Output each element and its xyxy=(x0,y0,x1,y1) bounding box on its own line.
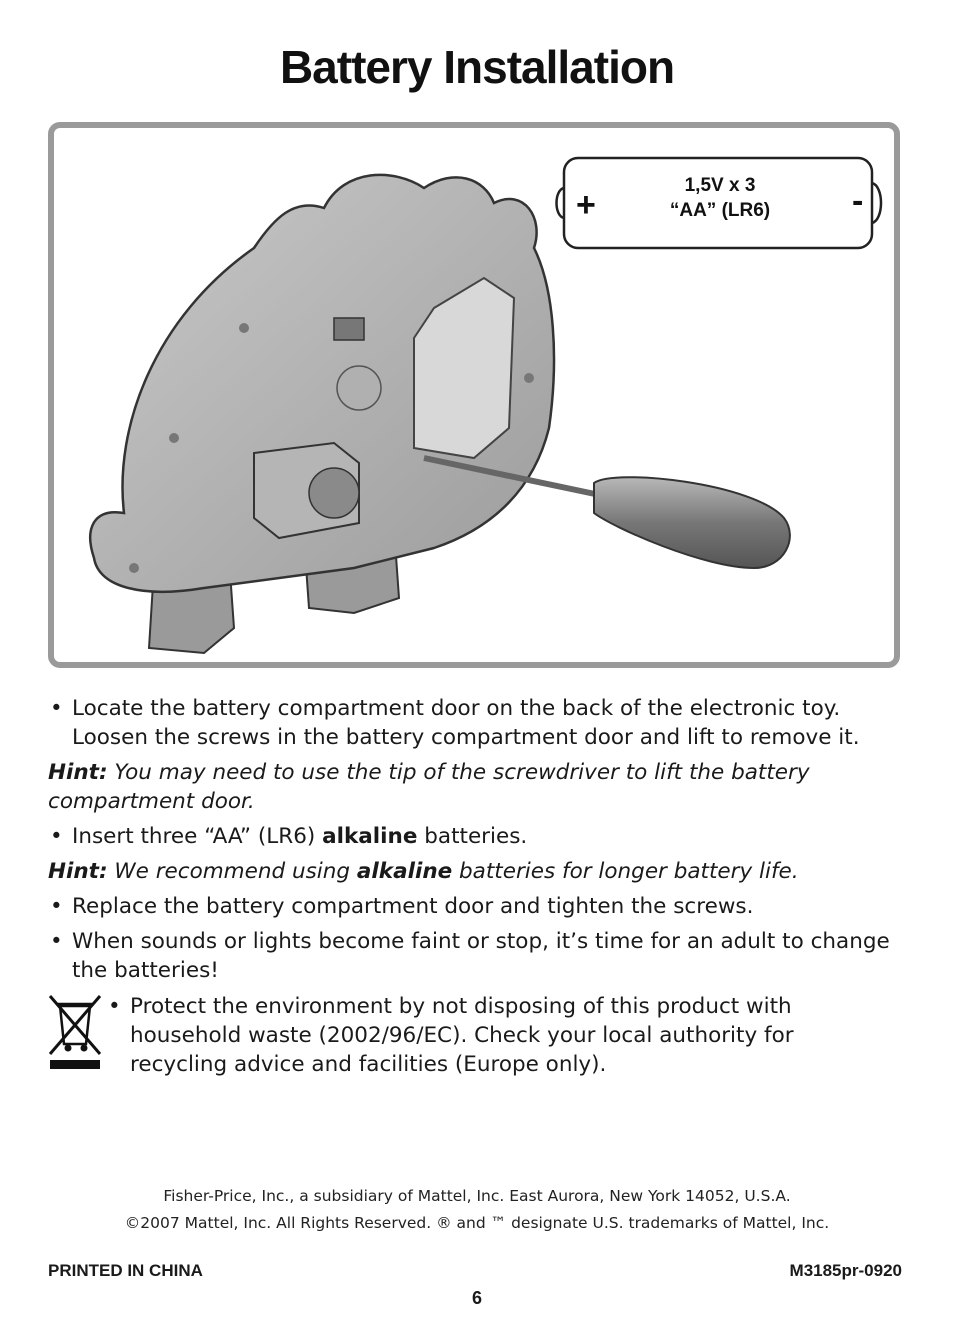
battery-terminal-negative xyxy=(872,183,881,223)
hint-lift-door xyxy=(48,758,898,816)
company-address: Fisher-Price, Inc., a subsidiary of Mattel, Inc. East Aurora, New York 14052, U.S.A. xyxy=(163,1187,791,1205)
instructions xyxy=(48,694,898,991)
hint-label: Hint: xyxy=(48,859,108,884)
hint-text: batteries for longer battery life. xyxy=(452,859,799,884)
battery-spec-voltage: 1,5V x 3 xyxy=(684,175,756,196)
legal-notes xyxy=(0,1183,954,1237)
page-title: Battery Installation xyxy=(279,41,675,93)
instruction-recycling: • Protect the environment by not disposing of this product with household waste (2002/96/EC). Check your local authority for recycling advice and facilities (Europe only). xyxy=(106,992,890,1079)
printed-in-label: PRINTED IN CHINA xyxy=(48,1261,203,1280)
instruction-change-batteries: • When sounds or lights become faint or stop, it’s time for an adult to change the batteries! xyxy=(48,927,898,985)
speaker-grille xyxy=(337,366,381,410)
power-switch xyxy=(334,318,364,340)
battery-minus-sign: - xyxy=(852,182,864,220)
instruction-replace-door: • Replace the battery compartment door and tighten the screws. xyxy=(48,892,898,921)
hint-label: Hint: xyxy=(48,760,108,785)
hint-text: You may need to use the tip of the screwdriver to lift the battery compartment door. xyxy=(48,760,810,814)
screw-hole xyxy=(169,433,179,443)
copyright-notice: ©2007 Mattel, Inc. All Rights Reserved. ® and ™ designate U.S. trademarks of Mattel, Inc. xyxy=(124,1214,830,1232)
battery-spec-type: “AA” (LR6) xyxy=(669,200,771,221)
screw-hole xyxy=(239,323,249,333)
document-code: M3185pr-0920 xyxy=(789,1261,902,1280)
hint-text: We recommend using xyxy=(107,859,357,884)
crossed-out-wheelie-bin-icon xyxy=(48,994,102,1074)
battery-spec-label xyxy=(600,173,840,223)
screw-hole xyxy=(129,563,139,573)
battery-plus-sign: + xyxy=(576,186,596,224)
instruction-remove-door: • Locate the battery compartment door on the back of the electronic toy. Loosen the screws in the battery compartment door and lift to remove it. xyxy=(48,694,898,752)
page-number: 6 xyxy=(471,1288,482,1308)
instruction-insert-batteries xyxy=(48,822,898,851)
connector-socket xyxy=(309,468,359,518)
instruction-text: Insert three “AA” (LR6) xyxy=(72,824,323,849)
alkaline-emphasis: alkaline xyxy=(322,824,418,849)
hint-alkaline xyxy=(48,857,898,886)
instruction-text: batteries. xyxy=(417,824,528,849)
screw-hole xyxy=(524,373,534,383)
screwdriver-icon xyxy=(594,477,790,568)
alkaline-emphasis: alkaline xyxy=(356,859,453,884)
